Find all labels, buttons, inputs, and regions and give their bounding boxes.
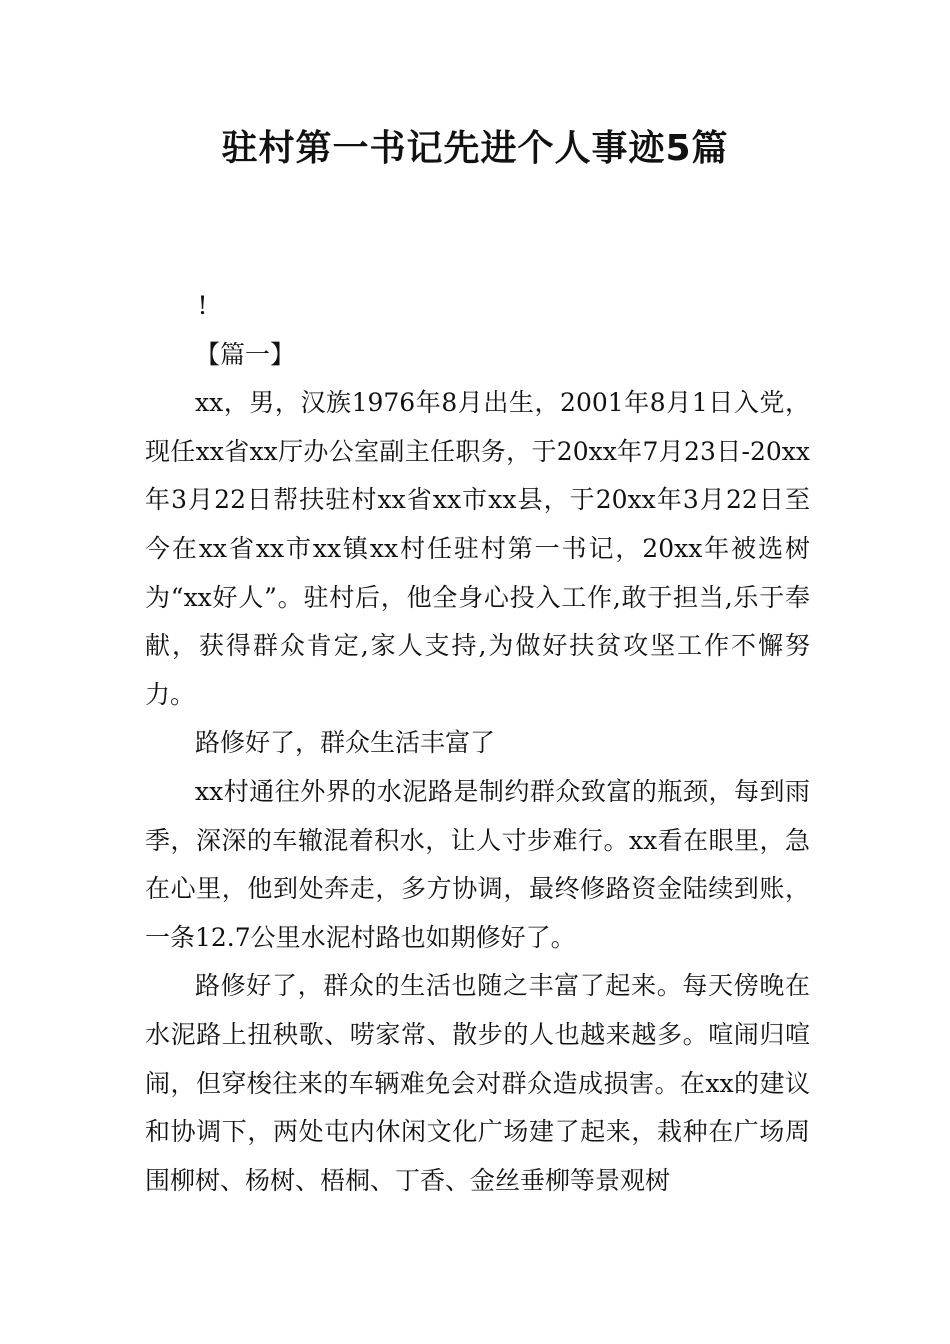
section-heading-part-one: 【篇一】: [195, 339, 296, 369]
paragraph-introduction: xx，男，汉族1976年8月出生，2001年8月1日入党，现任xx省xx厅办公室副主任职务，于20xx年7月23日-20xx年3月22日帮扶驻村xx省xx市xx县，于20xx年3月22日至今在xx省xx市xx镇xx村任驻村第一书记，20xx年被选树为“xx好人”。驻村后，他全身心投入工作,敢于担当,乐于奉献，获得群众肯定,家人支持,为做好扶贫攻坚工作不懈努力。: [145, 388, 810, 709]
paragraph-exclamation: !: [197, 291, 208, 320]
paragraph-road-construction: xx村通往外界的水泥路是制约群众致富的瓶颈，每到雨季，深深的车辙混着积水，让人寸步难行。xx看在眼里，急在心里，他到处奔走，多方协调，最终修路资金陆续到账，一条12.7公里水泥村路也如期修好了。: [145, 776, 810, 952]
document-title: 驻村第一书记先进个人事迹5篇: [221, 128, 729, 169]
paragraph-village-life: 路修好了，群众的生活也随之丰富了起来。每天傍晚在水泥路上扭秧歌、唠家常、散步的人也越来越多。喧闹归喧闹，但穿梭往来的车辆难免会对群众造成损害。在xx的建议和协调下，两处屯内休闲文化广场建了起来，栽种在广场周围柳树、杨树、梧桐、丁香、金丝垂柳等景观树: [145, 971, 810, 1195]
subheading-road-repaired: 路修好了，群众生活丰富了: [195, 728, 496, 758]
document-body: [145, 282, 810, 1205]
